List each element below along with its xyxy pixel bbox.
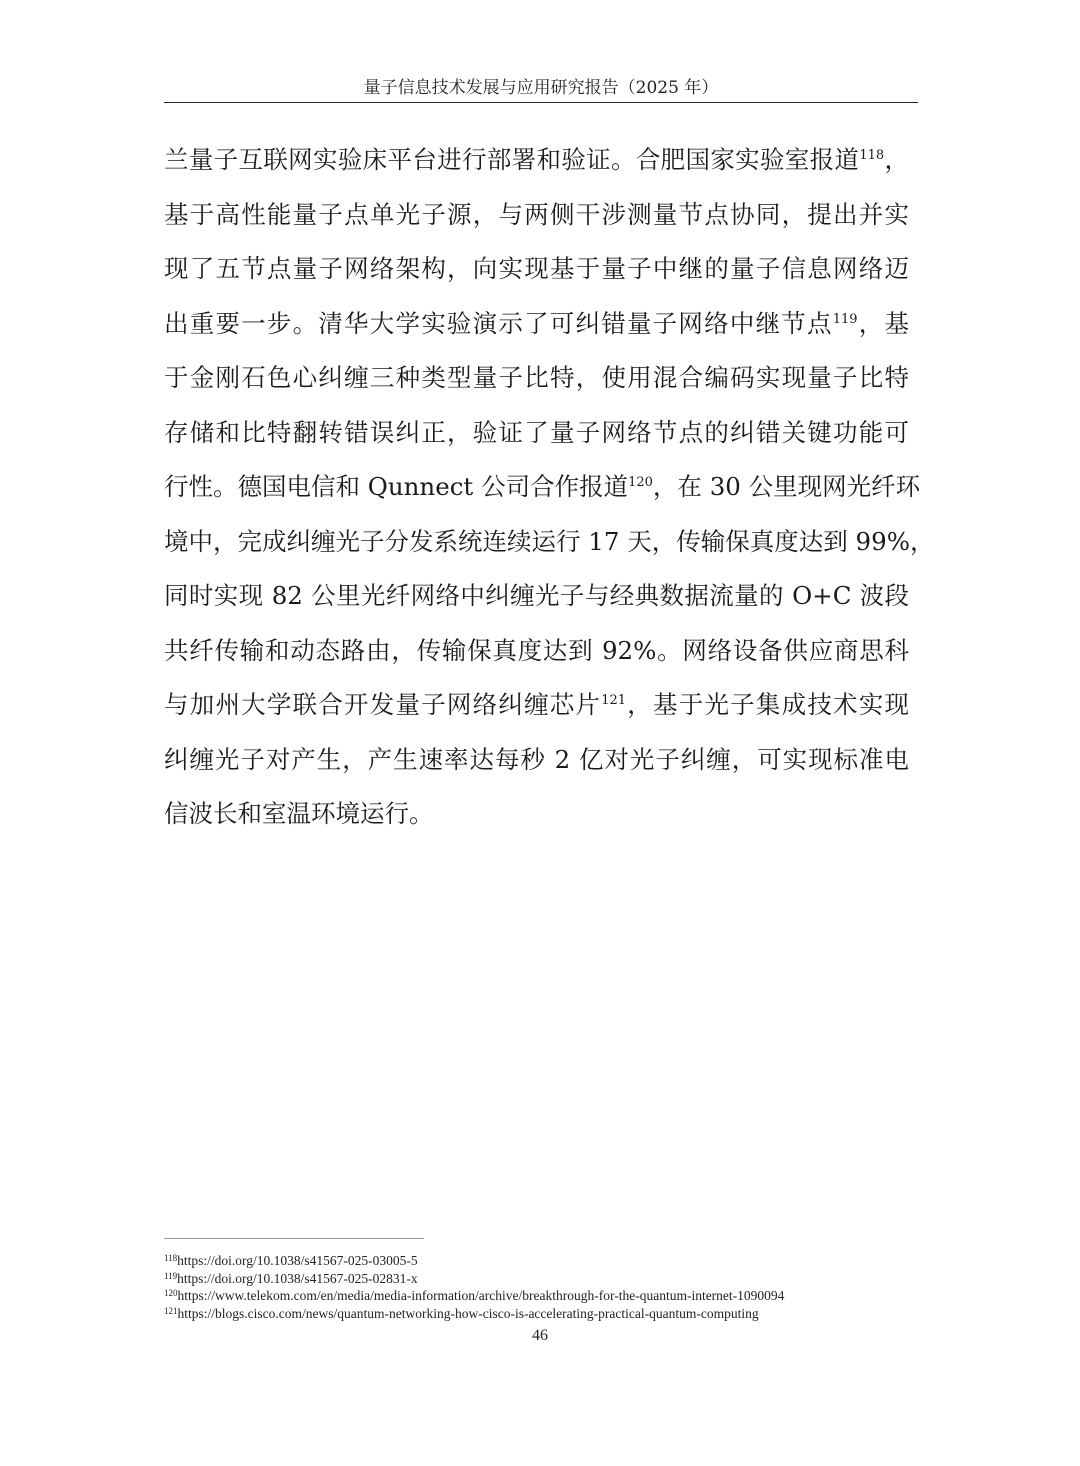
paragraph-line <box>164 740 909 795</box>
page-number: 46 <box>532 1327 548 1344</box>
text-run: 纠缠光子对产生，产生速率达每秒 2 亿对光子纠缠，可实现标准电 <box>164 744 909 774</box>
paragraph-line <box>164 631 909 686</box>
footnote-link[interactable]: https://doi.org/10.1038/s41567-025-03005-5 <box>177 1253 418 1268</box>
text-run: 兰量子互联网实验床平台进行部署和验证。合肥国家实验室报道 <box>164 145 860 174</box>
paragraph-line <box>164 522 935 577</box>
paragraph-line <box>164 576 909 631</box>
text-run: ，基于光子集成技术实现 <box>626 690 910 719</box>
footnote-number: 120 <box>164 1288 178 1298</box>
text-run: 于金刚石色心纠缠三种类型量子比特，使用混合编码实现量子比特 <box>164 363 909 392</box>
footnote-item <box>164 1270 924 1288</box>
footnote-item <box>164 1305 924 1323</box>
footnote-reference[interactable]: 120 <box>628 475 653 490</box>
text-run: ， <box>884 145 910 174</box>
text-run: 共纤传输和动态路由，传输保真度达到 92%。网络设备供应商思科 <box>164 635 909 665</box>
header-divider <box>164 102 918 103</box>
footnote-item <box>164 1287 924 1305</box>
footnote-reference[interactable]: 118 <box>859 148 885 163</box>
paragraph-line <box>164 304 909 359</box>
text-run: ，在 30 公里现网光纤环 <box>652 472 921 501</box>
text-run: 与加州大学联合开发量子网络纠缠芯片 <box>164 690 602 719</box>
running-header: 量子信息技术发展与应用研究报告（2025 年） <box>363 78 719 98</box>
paragraph-line <box>164 195 909 250</box>
footnote-item <box>164 1252 924 1270</box>
text-run: 基于高性能量子点单光子源，与两侧干涉测量节点协同，提出并实 <box>164 199 909 229</box>
text-run: 行性。德国电信和 Qunnect 公司合作报道 <box>164 472 629 501</box>
footnote-number: 118 <box>164 1253 178 1263</box>
text-run: 现了五节点量子网络架构，向实现基于量子中继的量子信息网络迈 <box>164 254 909 283</box>
paragraph-line <box>164 794 909 849</box>
text-run: 境中，完成纠缠光子分发系统连续运行 17 天，传输保真度达到 99%， <box>164 526 935 556</box>
footnote-link[interactable]: https://www.telekom.com/en/media/media-information/archive/breakthrough-for-the-quantum-internet-1090094 <box>177 1288 785 1303</box>
text-run: ，基 <box>857 308 910 338</box>
footnote-reference[interactable]: 119 <box>832 311 858 327</box>
paragraph-line <box>164 358 909 413</box>
footnote-number: 121 <box>164 1305 178 1316</box>
paragraph-line <box>164 413 909 468</box>
footnote-divider <box>164 1238 424 1239</box>
footnote-number: 119 <box>164 1270 178 1281</box>
text-run: 同时实现 82 公里光纤网络中纠缠光子与经典数据流量的 O+C 波段 <box>164 581 909 610</box>
paragraph-line <box>164 249 909 304</box>
footnote-reference[interactable]: 121 <box>601 693 627 708</box>
text-run: 存储和比特翻转错误纠正，验证了量子网络节点的纠错关键功能可 <box>164 417 909 447</box>
footnotes <box>164 1252 924 1322</box>
paragraph-line <box>164 685 909 740</box>
footnote-link[interactable]: https://blogs.cisco.com/news/quantum-networking-how-cisco-is-accelerating-practical-quantum-computing <box>177 1305 759 1321</box>
text-run: 出重要一步。清华大学实验演示了可纠错量子网络中继节点 <box>164 308 833 338</box>
body-paragraph <box>164 140 935 849</box>
paragraph-line <box>164 140 909 195</box>
text-run: 信波长和室温环境运行。 <box>164 799 434 828</box>
footnote-link[interactable]: https://doi.org/10.1038/s41567-025-02831-x <box>177 1270 418 1286</box>
paragraph-line <box>164 467 921 522</box>
